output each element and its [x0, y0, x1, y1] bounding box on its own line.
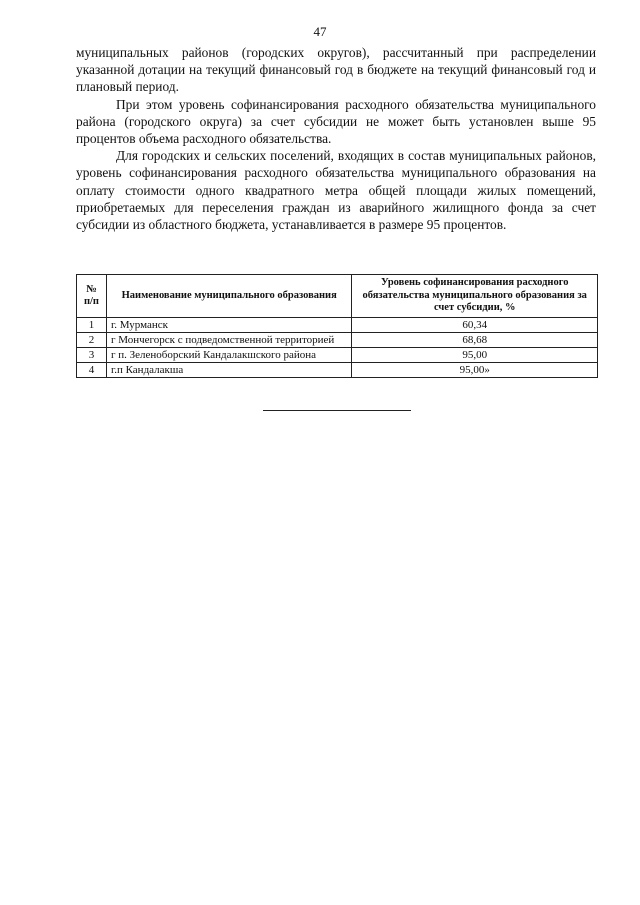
end-divider: [263, 410, 411, 411]
table-row: [77, 348, 598, 363]
header-level: Уровень софинансирования расходного обязательства муниципального образования за счет субсидии, %: [352, 275, 598, 318]
row-name: г п. Зеленоборский Кандалакшского района: [106, 348, 352, 363]
table-header-row: [77, 275, 598, 318]
row-name: г. Мурманск: [106, 318, 352, 333]
table-row: [77, 333, 598, 348]
paragraph-1: муниципальных районов (городских округов), рассчитанный при распределении указанной дотации на текущий финансовый год в бюджете на текущий финансовый год и плановый период.: [76, 45, 596, 95]
row-value: 60,34: [352, 318, 598, 333]
row-value: 95,00»: [352, 363, 598, 378]
paragraph-2: При этом уровень софинансирования расходного обязательства муниципального района (городского округа) за счет субсидии не может быть установлен выше 95 процентов объема расходного обязательства.: [76, 96, 596, 147]
header-name: Наименование муниципального образования: [106, 275, 352, 318]
row-number: 2: [77, 333, 107, 348]
row-name: г Мончегорск с подведомственной территорией: [106, 333, 352, 348]
page-number: 47: [313, 24, 327, 39]
table-row: [77, 318, 598, 333]
row-number: 4: [77, 363, 107, 378]
table-row: [77, 363, 598, 378]
paragraph-3: Для городских и сельских поселений, входящих в состав муниципальных районов, уровень софинансирования расходного обязательства муниципального образования на оплату стоимости одного квадратного метра общей площади жилых помещений, приобретаемых для переселения граждан из аварийного жилищного фонда за счет субсидии из областного бюджета, устанавливается в размере 95 процентов.: [76, 148, 596, 233]
body-text: [76, 44, 596, 233]
row-number: 3: [77, 348, 107, 363]
cofinancing-table: [76, 274, 598, 378]
row-name: г.п Кандалакша: [106, 363, 352, 378]
row-value: 68,68: [352, 333, 598, 348]
row-value: 95,00: [352, 348, 598, 363]
row-number: 1: [77, 318, 107, 333]
header-number: № п/п: [77, 275, 107, 318]
